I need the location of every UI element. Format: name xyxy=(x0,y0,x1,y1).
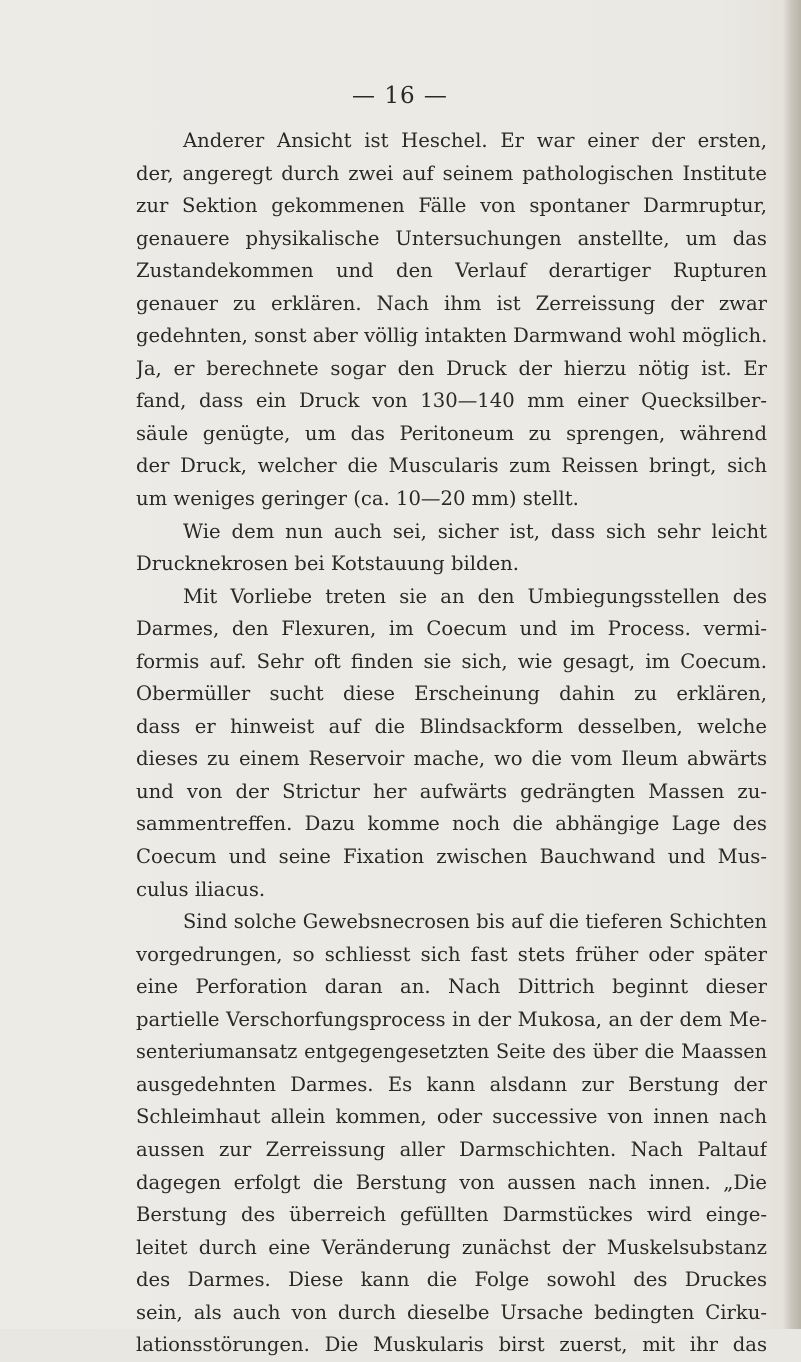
text-line: zur Sektion gekommenen Fälle von spontaner Darmruptur, xyxy=(136,194,767,218)
text-line: Zustandekommen und den Verlauf derartiger Rupturen xyxy=(136,259,767,283)
text-line: dass er hinweist auf die Blindsackform desselben, welche xyxy=(136,714,767,738)
text-line: Coecum und seine Fixation zwischen Bauchwand und Mus- xyxy=(136,845,767,869)
text-line: Berstung des überreich gefüllten Darmstückes wird einge- xyxy=(136,1203,767,1227)
text-line: Wie dem nun auch sei, sicher ist, dass sich sehr leicht xyxy=(183,519,767,543)
text-line: Anderer Ansicht ist Heschel. Er war einer der ersten, xyxy=(183,129,767,152)
text-line: sammentreffen. Dazu komme noch die abhängige Lage des xyxy=(136,812,767,836)
text-line: der, angeregt durch zwei auf seinem pathologischen Institute xyxy=(136,161,767,185)
text-line: partielle Verschorfungsprocess in der Mukosa, an der dem Me- xyxy=(136,1007,767,1031)
text-line: eine Perforation daran an. Nach Dittrich beginnt dieser xyxy=(136,975,767,999)
text-line: ausgedehnten Darmes. Es kann alsdann zur Berstung der xyxy=(136,1072,767,1096)
text-line: des Darmes. Diese kann die Folge sowohl des Druckes xyxy=(136,1268,767,1292)
text-line: senteriumansatz entgegengesetzten Seite des über die Maassen xyxy=(136,1040,767,1064)
text-line: Obermüller sucht diese Erscheinung dahin zu erklären, xyxy=(136,682,767,706)
text-line: Sind solche Gewebsnecrosen bis auf die tieferen Schichten xyxy=(183,910,767,934)
text-line: lationsstörungen. Die Muskularis birst zuerst, mit ihr das xyxy=(136,1333,767,1357)
text-line: culus iliacus. xyxy=(136,877,266,901)
body-text xyxy=(136,125,767,1362)
page-number: — 16 — xyxy=(352,83,448,109)
text-line: säule genügte, um das Peritoneum zu sprengen, während xyxy=(136,421,767,445)
text-line: sein, als auch von durch dieselbe Ursache bedingten Cirku- xyxy=(136,1300,767,1324)
text-line: genauere physikalische Untersuchungen anstellte, um das xyxy=(136,226,767,250)
text-line: Drucknekrosen bei Kotstauung bilden. xyxy=(136,552,520,576)
text-line: leitet durch eine Veränderung zunächst der Muskelsubstanz xyxy=(136,1235,767,1259)
text-line: Darmes, den Flexuren, im Coecum und im Process. vermi- xyxy=(136,617,767,641)
text-line: Schleimhaut allein kommen, oder successive von innen nach xyxy=(136,1105,767,1129)
text-line: Ja, er berechnete sogar den Druck der hierzu nötig ist. Er xyxy=(136,356,767,380)
text-line: genauer zu erklären. Nach ihm ist Zerreissung der zwar xyxy=(136,291,767,315)
text-line: vorgedrungen, so schliesst sich fast stets früher oder später xyxy=(136,942,767,966)
text-line: gedehnten, sonst aber völlig intakten Darmwand wohl möglich. xyxy=(136,324,767,348)
text-line: formis auf. Sehr oft finden sie sich, wie gesagt, im Coecum. xyxy=(136,649,767,673)
text-line: aussen zur Zerreissung aller Darmschichten. Nach Paltauf xyxy=(136,1137,767,1161)
text-line: um weniges geringer (ca. 10—20 mm) stellt. xyxy=(136,487,579,511)
text-line: dieses zu einem Reservoir mache, wo die vom Ileum abwärts xyxy=(136,747,767,771)
text-line: der Druck, welcher die Muscularis zum Reissen bringt, sich xyxy=(136,454,767,478)
text-line: Mit Vorliebe treten sie an den Umbiegungsstellen des xyxy=(183,584,767,608)
text-line: fand, dass ein Druck von 130—140 mm einer Quecksilber- xyxy=(136,389,767,413)
text-line: und von der Strictur her aufwärts gedrängten Massen zu- xyxy=(136,779,767,803)
page-edge-shadow xyxy=(783,0,801,1329)
text-line: dagegen erfolgt die Berstung von aussen nach innen. „Die xyxy=(136,1170,767,1194)
